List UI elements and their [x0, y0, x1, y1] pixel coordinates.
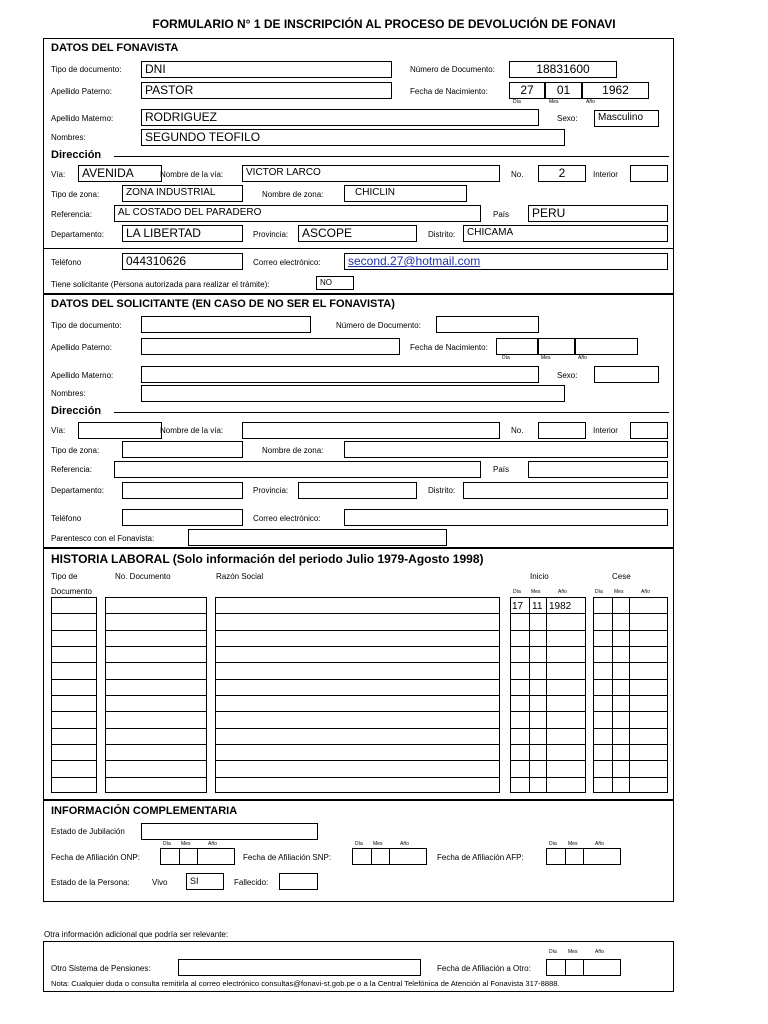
inicio-dia-caption: Día: [513, 589, 521, 595]
sol-correo-label: Correo electrónico:: [253, 514, 321, 523]
historia-row-line: [593, 662, 668, 663]
interior-field[interactable]: [630, 165, 668, 182]
sol-referencia-field[interactable]: [114, 461, 481, 478]
jubilacion-label: Estado de Jubilación: [51, 827, 125, 836]
snp-ano-field[interactable]: [389, 848, 427, 865]
historia-row-line: [215, 711, 500, 712]
otro-sistema-field[interactable]: [178, 959, 421, 976]
historia-row-line: [105, 613, 207, 614]
sexo-label: Sexo:: [557, 114, 578, 123]
onp-mes-field[interactable]: [179, 848, 198, 865]
tipo-zona-label: Tipo de zona:: [51, 190, 100, 199]
otro-ano-caption: Año: [595, 949, 604, 955]
historia-row-line: [593, 728, 668, 729]
afp-mes-caption: Mes: [568, 841, 578, 847]
afp-mes-field[interactable]: [565, 848, 584, 865]
telefono-label: Teléfono: [51, 258, 82, 267]
col-tipo-label-2: Documento: [51, 587, 92, 596]
sol-fecha-nac-mes-field[interactable]: [538, 338, 575, 355]
num-doc-label: Número de Documento:: [410, 65, 495, 74]
historia-row-line: [593, 760, 668, 761]
fecha-nac-ano-caption: Año: [586, 99, 595, 105]
historia-row-line: [105, 695, 207, 696]
cese-ano-caption: Año: [641, 589, 650, 595]
sol-ap-materno-label: Apellido Materno:: [51, 371, 114, 380]
sol-tipo-zona-label: Tipo de zona:: [51, 446, 100, 455]
num-doc-field[interactable]: 18831600: [509, 61, 617, 78]
afp-dia-caption: Día: [549, 841, 557, 847]
sol-direccion-divider: [114, 412, 669, 413]
historia-row-line: [105, 760, 207, 761]
vivo-label: Vivo: [152, 878, 168, 887]
sol-pais-field[interactable]: [528, 461, 668, 478]
interior-label: Interior: [593, 170, 618, 179]
historia-row-line: [510, 744, 586, 745]
sol-departamento-field[interactable]: [122, 482, 243, 499]
sol-fecha-nac-ano-caption: Año: [578, 355, 587, 361]
sol-nombre-via-field[interactable]: [242, 422, 500, 439]
otro-mes-field[interactable]: [565, 959, 584, 976]
sol-tipo-doc-label: Tipo de documento:: [51, 321, 122, 330]
historia-row-line: [510, 760, 586, 761]
historia-row-line: [105, 744, 207, 745]
historia-row-line: [215, 777, 500, 778]
sol-via-field[interactable]: [78, 422, 162, 439]
nota-text: Nota: Cualquier duda o consulta remitirla al correo electrónico consultas@fonavi-st.gob.pe o a la Central Telefónica de Atención al Fonavista 317-8888.: [51, 979, 560, 988]
historia-row-line: [51, 777, 97, 778]
snp-dia-field[interactable]: [352, 848, 372, 865]
col-tipo-label-1: Tipo de: [51, 572, 78, 581]
departamento-label: Departamento:: [51, 230, 104, 239]
sol-ap-paterno-label: Apellido Paterno:: [51, 343, 112, 352]
onp-dia-field[interactable]: [160, 848, 180, 865]
historia-row-line: [510, 777, 586, 778]
sol-telefono-field[interactable]: [122, 509, 243, 526]
tiene-solicitante-label: Tiene solicitante (Persona autorizada para realizar el trámite):: [51, 280, 270, 289]
snp-dia-caption: Día: [355, 841, 363, 847]
distrito-label: Distrito:: [428, 230, 456, 239]
correo-field[interactable]: [344, 253, 668, 270]
distrito-field[interactable]: CHICAMA: [463, 225, 668, 242]
sol-provincia-field[interactable]: [298, 482, 417, 499]
sol-no-label: No.: [511, 426, 524, 435]
sol-nombres-label: Nombres:: [51, 389, 86, 398]
historia-row-line: [510, 630, 586, 631]
historia-row-line: [51, 630, 97, 631]
historia-row-line: [215, 613, 500, 614]
afp-ano-caption: Año: [595, 841, 604, 847]
sol-distrito-label: Distrito:: [428, 486, 456, 495]
sol-nombre-zona-label: Nombre de zona:: [262, 446, 324, 455]
sol-departamento-label: Departamento:: [51, 486, 104, 495]
sol-no-field[interactable]: [538, 422, 586, 439]
referencia-field[interactable]: AL COSTADO DEL PARADERO: [114, 205, 481, 222]
historia-row-line: [215, 646, 500, 647]
historia-row-line: [510, 646, 586, 647]
nombres-field[interactable]: SEGUNDO TEOFILO: [141, 129, 565, 146]
onp-dia-caption: Día: [163, 841, 171, 847]
fonavista-direccion-heading: Dirección: [51, 149, 102, 161]
nombres-label: Nombres:: [51, 133, 86, 142]
historia-row-line: [510, 662, 586, 663]
fallecido-label: Fallecido:: [234, 878, 269, 887]
fecha-nac-ano-field[interactable]: 1962: [582, 82, 649, 99]
historia-row-line: [51, 695, 97, 696]
adicional-label: Otra información adicional que podría ser relevante:: [44, 930, 229, 939]
historia-row-line: [215, 630, 500, 631]
sol-tipo-doc-field[interactable]: [141, 316, 311, 333]
sexo-field[interactable]: Masculino: [594, 110, 659, 127]
departamento-field[interactable]: LA LIBERTAD: [122, 225, 243, 242]
sol-sexo-label: Sexo:: [557, 371, 578, 380]
sol-ap-paterno-field[interactable]: [141, 338, 400, 355]
fecha-otro-label: Fecha de Afiliación a Otro:: [437, 964, 531, 973]
pais-label: País: [493, 210, 510, 219]
otro-sistema-label: Otro Sistema de Pensiones:: [51, 964, 151, 973]
historia-row-line: [215, 695, 500, 696]
sol-fecha-nac-ano-field[interactable]: [575, 338, 638, 355]
historia-row-line: [51, 728, 97, 729]
otro-mes-caption: Mes: [568, 949, 578, 955]
historia-row-line: [215, 662, 500, 663]
correo-label: Correo electrónico:: [253, 258, 321, 267]
fecha-nac-dia-caption: Día: [513, 99, 521, 105]
historia-row-line: [51, 760, 97, 761]
nombre-via-field[interactable]: VICTOR LARCO: [242, 165, 500, 182]
sol-via-label: Vía:: [51, 426, 66, 435]
fonavista-heading: DATOS DEL FONAVISTA: [51, 42, 179, 54]
sol-interior-field[interactable]: [630, 422, 668, 439]
historia-row-line: [105, 777, 207, 778]
ap-paterno-field[interactable]: PASTOR: [141, 82, 392, 99]
pais-field[interactable]: PERU: [528, 205, 668, 222]
provincia-label: Provincia:: [253, 230, 289, 239]
historia-row-line: [51, 711, 97, 712]
no-label: No.: [511, 170, 524, 179]
sol-fecha-nac-mes-caption: Mes: [541, 355, 551, 361]
vivo-field[interactable]: SI: [186, 873, 224, 890]
fonavista-divider: [43, 248, 674, 249]
historia-row-1-inicio-dia: 17: [512, 601, 524, 612]
ap-paterno-label: Apellido Paterno:: [51, 87, 112, 96]
onp-label: Fecha de Afiliación ONP:: [51, 853, 140, 862]
historia-row-line: [593, 744, 668, 745]
sol-pais-label: País: [493, 465, 510, 474]
historia-row-line: [593, 646, 668, 647]
cese-mes-caption: Mes: [614, 589, 624, 595]
tipo-doc-label: Tipo de documento:: [51, 65, 122, 74]
historia-row-1-inicio-ano: 1982: [549, 601, 572, 612]
historia-row-line: [105, 679, 207, 680]
historia-row-line: [215, 679, 500, 680]
inicio-mes-caption: Mes: [531, 589, 541, 595]
col-num-label: No. Documento: [115, 572, 171, 581]
col-inicio-label: Inicio: [530, 572, 549, 581]
sol-nombre-zona-field[interactable]: [344, 441, 668, 458]
historia-row-line: [51, 646, 97, 647]
provincia-field[interactable]: ASCOPE: [298, 225, 417, 242]
historia-row-line: [51, 613, 97, 614]
sol-referencia-label: Referencia:: [51, 465, 92, 474]
historia-heading: HISTORIA LABORAL (Solo información del periodo Julio 1979-Agosto 1998): [51, 552, 484, 566]
historia-row-line: [510, 728, 586, 729]
nombre-zona-label: Nombre de zona:: [262, 190, 324, 199]
sol-fecha-nac-dia-caption: Día: [502, 355, 510, 361]
parentesco-field[interactable]: [188, 529, 447, 546]
snp-mes-field[interactable]: [371, 848, 390, 865]
onp-ano-field[interactable]: [197, 848, 235, 865]
historia-row-line: [51, 679, 97, 680]
sol-distrito-field[interactable]: [463, 482, 668, 499]
afp-label: Fecha de Afiliación AFP:: [437, 853, 524, 862]
sol-interior-label: Interior: [593, 426, 618, 435]
solicitante-heading: DATOS DEL SOLICITANTE (EN CASO DE NO SER EL FONAVISTA): [51, 298, 395, 310]
fecha-nac-dia-field[interactable]: 27: [509, 82, 545, 99]
sol-nombre-via-label: Nombre de la vía:: [160, 426, 224, 435]
historia-row-line: [105, 711, 207, 712]
sol-fecha-nac-dia-field[interactable]: [496, 338, 538, 355]
via-label: Vía:: [51, 170, 66, 179]
historia-row-line: [105, 662, 207, 663]
historia-row-line: [215, 744, 500, 745]
onp-mes-caption: Mes: [181, 841, 191, 847]
inicio-ano-caption: Año: [558, 589, 567, 595]
sol-correo-field[interactable]: [344, 509, 668, 526]
snp-label: Fecha de Afiliación SNP:: [243, 853, 332, 862]
historia-row-line: [51, 744, 97, 745]
no-field[interactable]: 2: [538, 165, 586, 182]
sol-direccion-heading: Dirección: [51, 405, 102, 417]
onp-ano-caption: Año: [208, 841, 217, 847]
referencia-label: Referencia:: [51, 210, 92, 219]
historia-row-line: [593, 630, 668, 631]
sol-nombres-field[interactable]: [141, 385, 565, 402]
afp-ano-field[interactable]: [583, 848, 621, 865]
historia-row-line: [105, 630, 207, 631]
complementaria-heading: INFORMACIÓN COMPLEMENTARIA: [51, 805, 238, 817]
tiene-solicitante-field[interactable]: NO: [316, 276, 354, 290]
historia-row-line: [593, 695, 668, 696]
sol-num-doc-field[interactable]: [436, 316, 539, 333]
fecha-nac-label: Fecha de Nacimiento:: [410, 87, 488, 96]
historia-row-1-inicio-mes: 11: [532, 601, 543, 612]
cese-dia-caption: Día: [595, 589, 603, 595]
otro-dia-caption: Día: [549, 949, 557, 955]
historia-row-line: [593, 711, 668, 712]
otro-dia-field[interactable]: [546, 959, 566, 976]
sol-telefono-label: Teléfono: [51, 514, 82, 523]
sol-tipo-zona-field[interactable]: [122, 441, 243, 458]
historia-row-line: [510, 695, 586, 696]
nombre-zona-field[interactable]: CHICLIN: [344, 185, 467, 202]
historia-row-line: [593, 679, 668, 680]
historia-row-line: [105, 646, 207, 647]
historia-row-line: [215, 728, 500, 729]
correo-link[interactable]: second.27@hotmail.com: [348, 254, 481, 268]
form-title: FORMULARIO N° 1 DE INSCRIPCIÓN AL PROCESO DE DEVOLUCIÓN DE FONAVI: [152, 17, 616, 31]
sol-fecha-nac-label: Fecha de Nacimiento:: [410, 343, 488, 352]
sol-sexo-field[interactable]: [594, 366, 659, 383]
ap-materno-label: Apellido Materno:: [51, 114, 114, 123]
col-cese-label: Cese: [612, 572, 631, 581]
col-razon-label: Razón Social: [216, 572, 264, 581]
historia-row-line: [215, 760, 500, 761]
afp-dia-field[interactable]: [546, 848, 566, 865]
fecha-nac-mes-caption: Mes: [549, 99, 559, 105]
nombre-via-label: Nombre de la vía:: [160, 170, 224, 179]
historia-row-line: [510, 711, 586, 712]
snp-ano-caption: Año: [400, 841, 409, 847]
fonavista-direccion-divider: [114, 156, 669, 157]
telefono-field[interactable]: 044310626: [122, 253, 243, 270]
fecha-nac-mes-field[interactable]: 01: [545, 82, 582, 99]
estado-persona-label: Estado de la Persona:: [51, 878, 130, 887]
sol-num-doc-label: Número de Documento:: [336, 321, 421, 330]
sol-ap-materno-field[interactable]: [141, 366, 539, 383]
historia-row-line: [510, 679, 586, 680]
ap-materno-field[interactable]: RODRIGUEZ: [141, 109, 539, 126]
jubilacion-field[interactable]: [141, 823, 318, 840]
tipo-zona-field[interactable]: ZONA INDUSTRIAL: [122, 185, 243, 202]
historia-row-line: [51, 662, 97, 663]
via-field[interactable]: AVENIDA: [78, 165, 162, 182]
otro-ano-field[interactable]: [583, 959, 621, 976]
historia-row-line: [105, 728, 207, 729]
sol-provincia-label: Provincia:: [253, 486, 289, 495]
historia-row-line: [593, 613, 668, 614]
parentesco-label: Parentesco con el Fonavista:: [51, 534, 155, 543]
snp-mes-caption: Mes: [373, 841, 383, 847]
fallecido-field[interactable]: [279, 873, 318, 890]
historia-row-line: [593, 777, 668, 778]
tipo-doc-field[interactable]: DNI: [141, 61, 392, 78]
historia-row-line: [510, 613, 586, 614]
